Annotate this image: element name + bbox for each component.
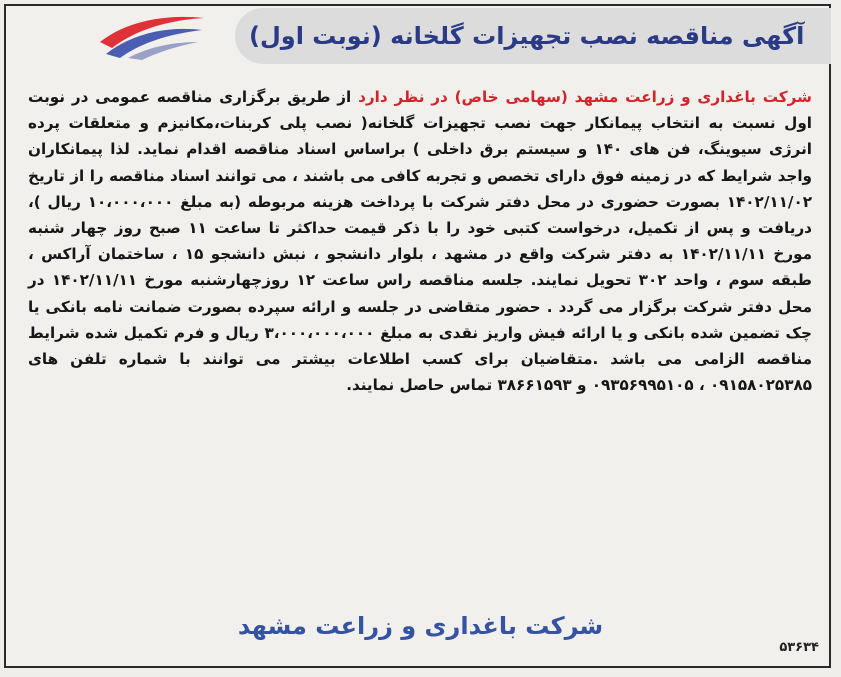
company-lead: شرکت باغداری و زراعت مشهد (سهامی خاص) در نظر دارد bbox=[358, 88, 812, 106]
page-title: آگهی مناقصه نصب تجهیزات گلخانه (نوبت اول) bbox=[249, 22, 805, 50]
announcement-text: از طریق برگزاری مناقصه عمومی در نوبت اول نسبت به انتخاب پیمانکار جهت نصب تجهیزات گلخانه( نصب پلی کربنات،مکانیزم و متعلقات پرده انرژی سیوینگ، فن های ۱۴۰ و سیستم برق داخلی ) براساس اسناد مناقصه اقدام نماید. لذا پیمانکاران واجد شرایط که در زمینه فوق دارای تخصص و تجربه کافی می باشند ، می توانند اسناد مناقصه را از تاریخ ۱۴۰۲/۱۱/۰۲ بصورت حضوری در محل دفتر شرکت با پرداخت هزینه مربوطه (به مبلغ ۱۰،۰۰۰،۰۰۰ ریال )، دریافت و پس از تکمیل، درخواست کتبی خود را با ذکر قیمت حداکثر تا ساعت ۱۱ صبح روز چهار شنبه مورخ ۱۴۰۲/۱۱/۱۱ به دفتر شرکت واقع در مشهد ، بلوار دانشجو ، نبش دانشجو ۱۵ ، ساختمان آراکس ، طبقه سوم ، واحد ۳۰۲ تحویل نمایند. جلسه مناقصه راس ساعت ۱۲ روزچهارشنبه مورخ ۱۴۰۲/۱۱/۱۱ در محل دفتر شرکت برگزار می گردد . حضور متقاضی در جلسه و ارائه سپرده بصورت ضمانت نامه بانکی یا چک تضمین شده بانکی و یا ارائه فیش واریز نقدی به مبلغ ۳،۰۰۰،۰۰۰،۰۰۰ ریال و فرم تکمیل شده شرایط مناقصه الزامی می باشد .متقاضیان برای کسب اطلاعات بیشتر می توانند با شماره تلفن های ۰۹۱۵۸۰۲۵۳۸۵ ، ۰۹۳۵۶۹۹۵۱۰۵ و ۳۸۶۶۱۵۹۳ تماس حاصل نمایند. bbox=[28, 88, 813, 395]
swoosh-logo-icon bbox=[98, 12, 206, 60]
footer-company-name: شرکت باغداری و زراعت مشهد bbox=[237, 612, 604, 640]
ad-code: ۵۳۶۳۴ bbox=[779, 640, 819, 655]
title-banner bbox=[235, 8, 831, 64]
announcement-body bbox=[28, 84, 812, 398]
